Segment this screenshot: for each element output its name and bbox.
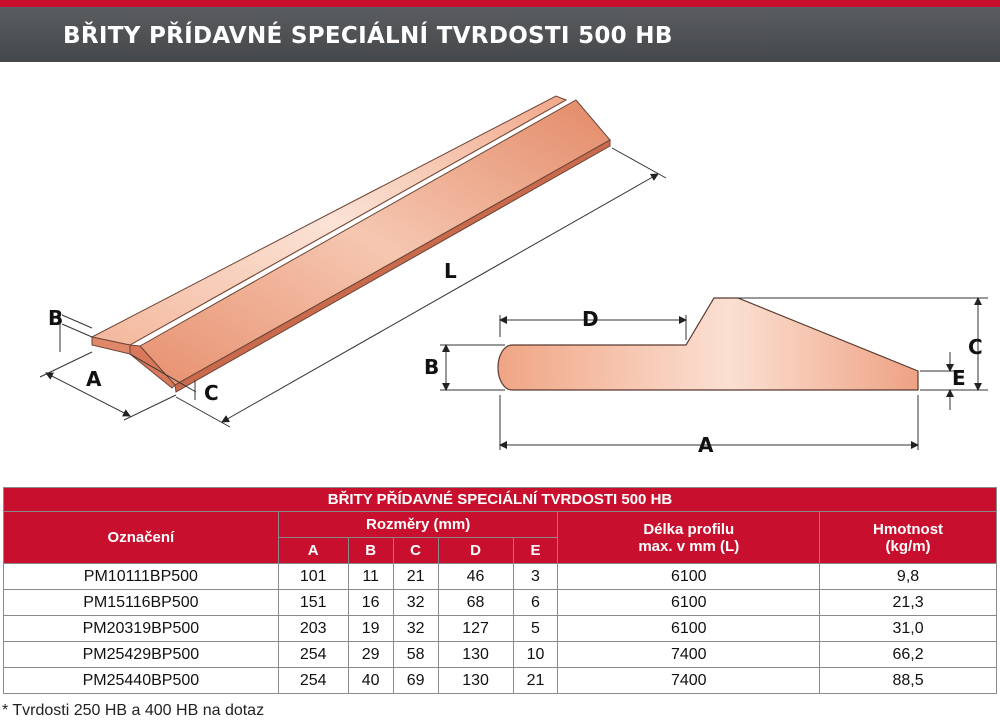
cell-length: 6100 — [558, 590, 820, 616]
cell-a: 101 — [278, 564, 348, 590]
dim-label-B-profile: B — [424, 355, 440, 379]
table-row — [4, 616, 997, 642]
cell-designation: PM20319BP500 — [4, 616, 279, 642]
dim-label-C-3d: C — [204, 381, 219, 405]
cell-e: 10 — [513, 642, 558, 668]
cell-a: 254 — [278, 668, 348, 694]
header-designation: Označení — [4, 512, 279, 564]
cell-weight: 21,3 — [820, 590, 997, 616]
cell-length: 6100 — [558, 616, 820, 642]
dim-label-E: E — [952, 366, 966, 390]
cell-weight: 31,0 — [820, 616, 997, 642]
header-profile-length — [558, 512, 820, 564]
cell-designation: PM15116BP500 — [4, 590, 279, 616]
table-row — [4, 590, 997, 616]
dim-label-B-3d: B — [48, 306, 64, 330]
cell-b: 16 — [348, 590, 393, 616]
header-dim-e: E — [513, 538, 558, 564]
dim-label-D: D — [582, 307, 599, 331]
dim-label-L: L — [444, 259, 457, 283]
cell-length: 7400 — [558, 642, 820, 668]
cell-a: 151 — [278, 590, 348, 616]
cell-c: 69 — [393, 668, 438, 694]
header-profile-length-line1: Délka profilu — [643, 520, 735, 538]
cell-weight: 88,5 — [820, 668, 997, 694]
footnote: * Tvrdosti 250 HB a 400 HB na dotaz — [2, 702, 265, 719]
blade-profile-shape — [498, 298, 918, 390]
cell-a: 203 — [278, 616, 348, 642]
cell-b: 11 — [348, 564, 393, 590]
table-row — [4, 564, 997, 590]
spec-table — [3, 487, 997, 694]
cell-c: 32 — [393, 616, 438, 642]
cell-designation: PM10111BP500 — [4, 564, 279, 590]
cell-d: 130 — [438, 642, 513, 668]
blade-profile-view — [498, 298, 918, 390]
cell-length: 6100 — [558, 564, 820, 590]
cell-e: 5 — [513, 616, 558, 642]
header-dim-c: C — [393, 538, 438, 564]
top-accent-stripe — [0, 0, 1000, 7]
cell-e: 3 — [513, 564, 558, 590]
page-title: BŘITY PŘÍDAVNÉ SPECIÁLNÍ TVRDOSTI 500 HB — [63, 23, 673, 49]
table-row — [4, 642, 997, 668]
table-row — [4, 668, 997, 694]
cell-d: 68 — [438, 590, 513, 616]
cell-e: 6 — [513, 590, 558, 616]
header-dim-b: B — [348, 538, 393, 564]
header-weight-line1: Hmotnost — [873, 520, 944, 538]
header-weight — [820, 512, 997, 564]
header-dim-d: D — [438, 538, 513, 564]
cell-designation: PM25429BP500 — [4, 642, 279, 668]
header-profile-length-line2: max. v mm (L) — [638, 537, 740, 555]
cell-d: 130 — [438, 668, 513, 694]
cell-designation: PM25440BP500 — [4, 668, 279, 694]
cell-d: 127 — [438, 616, 513, 642]
dim-label-A-profile: A — [698, 433, 714, 457]
cell-c: 32 — [393, 590, 438, 616]
header-bar — [0, 7, 1000, 62]
blade-flat-top — [92, 96, 566, 345]
cell-c: 58 — [393, 642, 438, 668]
cell-a: 254 — [278, 642, 348, 668]
header-dimensions: Rozměry (mm) — [278, 512, 558, 538]
cell-weight: 9,8 — [820, 564, 997, 590]
cell-weight: 66,2 — [820, 642, 997, 668]
header-weight-line2: (kg/m) — [885, 537, 931, 555]
dim-label-A-3d: A — [86, 367, 102, 391]
cell-b: 19 — [348, 616, 393, 642]
blade-ridge-top — [140, 100, 610, 385]
cell-c: 21 — [393, 564, 438, 590]
cell-length: 7400 — [558, 668, 820, 694]
header-dim-a: A — [278, 538, 348, 564]
technical-drawing — [0, 62, 1000, 482]
dim-label-C-profile: C — [968, 335, 983, 359]
cell-b: 40 — [348, 668, 393, 694]
cell-e: 21 — [513, 668, 558, 694]
cell-b: 29 — [348, 642, 393, 668]
cell-d: 46 — [438, 564, 513, 590]
table-title: BŘITY PŘÍDAVNÉ SPECIÁLNÍ TVRDOSTI 500 HB — [4, 488, 997, 512]
